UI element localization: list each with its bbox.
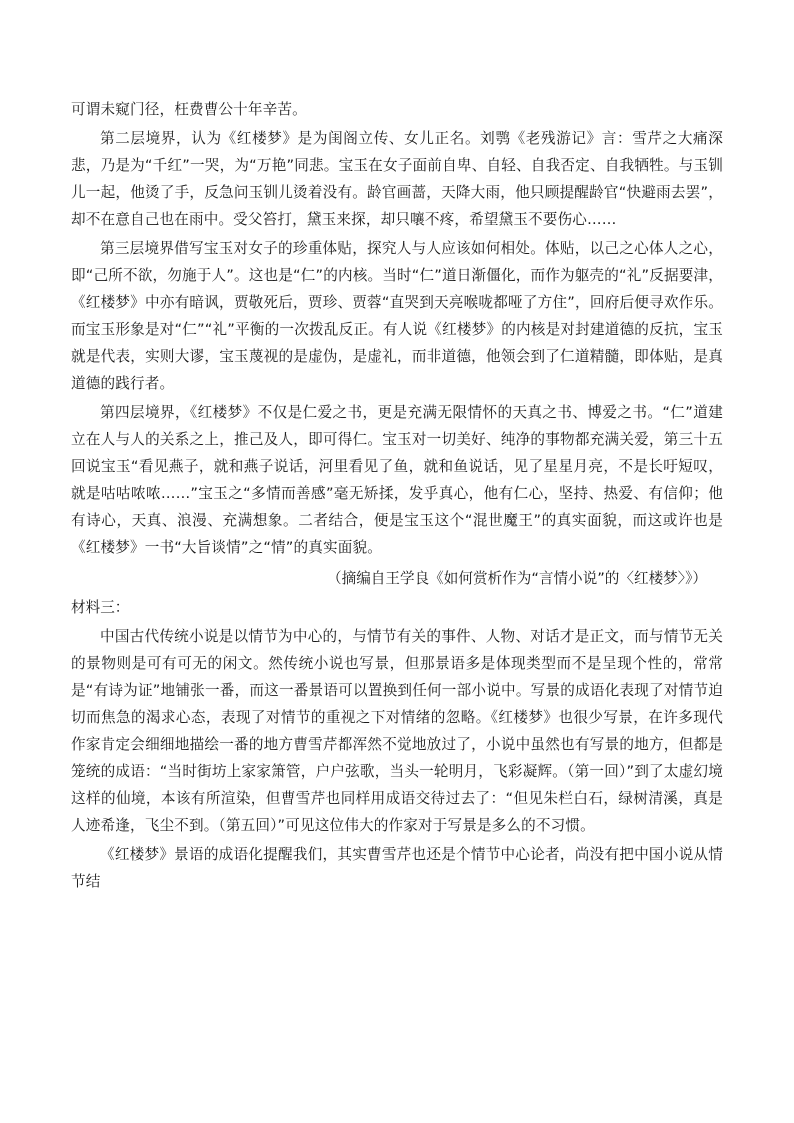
paragraph-3: 第三层境界借写宝玉对女子的珍重体贴，探究人与人应该如何相处。体贴，以己之心体人之心，即“己所不欲，勿施于人”。这也是“仁”的内核。当时“仁”道日渐僵化，而作为躯壳的“礼”反据要津，《红楼梦》中亦有暗讽，贾敬死后，贾珍、贾蓉“直哭到天亮喉咙都哑了方住”，回府后便寻欢作乐。而宝玉形象是对“仁”“礼”平衡的一次拨乱反正。有人说《红楼梦》的内核是对封建道德的反抗，宝玉就是代表，实则大谬，宝玉蔑视的是虚伪，是虚礼，而非道德，他领会到了仁道精髓，即体贴，是真道德的践行者。	[71, 240, 723, 392]
document-body	[71, 96, 723, 897]
paragraph-5: 中国古代传统小说是以情节为中心的，与情节有关的事件、人物、对话才是正文，而与情节无关的景物则是可有可无的闲文。然传统小说也写景，但那景语多是体现类型而不是呈现个性的，常常是“有诗为证”地铺张一番，而这一番景语可以置换到任何一部小说中。写景的成语化表现了对情节迫切而焦急的渴求心态，表现了对情节的重视之下对情绪的忽略。《红楼梦》也很少写景，在许多现代作家肯定会细细地描绘一番的地方曹雪芹都浑然不觉地放过了，小说中虽然也有写景的地方，但都是笼统的成语：“当时街坊上家家箫管，户户弦歌，当头一轮明月，飞彩凝辉。（第一回）”到了太虚幻境这样的仙境，本该有所渲染，但曹雪芹也同样用成语交待过去了：“但见朱栏白石，绿树清溪，真是人迹希逢，飞尘不到。（第五回）”可见这位伟大的作家对于写景是多么的不习惯。	[71, 628, 723, 834]
paragraph-4: 第四层境界，《红楼梦》不仅是仁爱之书，更是充满无限情怀的天真之书、博爱之书。“仁”道建立在人与人的关系之上，推己及人，即可得仁。宝玉对一切美好、纯净的事物都充满关爱，第三十五回说宝玉“看见燕子，就和燕子说话，河里看见了鱼，就和鱼说话，见了星星月亮，不是长吁短叹，就是咕咕哝哝……”宝玉之“多情而善感”毫无矫揉，发乎真心，他有仁心，坚持、热爱、有信仰；他有诗心，天真、浪漫、充满想象。二者结合，便是宝玉这个“混世魔王”的真实面貌，而这或许也是《红楼梦》一书“大旨谈情”之“情”的真实面貌。	[71, 404, 723, 556]
paragraph-1: 可谓未窥门径，枉费曹公十年辛苦。	[71, 101, 307, 118]
paragraph-2: 第二层境界，认为《红楼梦》是为闺阁立传、女儿正名。刘鹗《老残游记》言：雪芹之大痛深悲，乃是为“千红”一哭，为“万艳”同悲。宝玉在女子面前自卑、自轻、自我否定、自我牺牲。与玉钏儿一起，他烫了手，反急问玉钏儿烫着没有。龄官画蔷，天降大雨，他只顾提醒龄官“快避雨去罢”，却不在意自己也在雨中。受父笞打，黛玉来探，却只嚷不疼，希望黛玉不要伤心……	[71, 130, 723, 228]
paragraph-6: 《红楼梦》景语的成语化提醒我们，其实曹雪芹也还是个情节中心论者，尚没有把中国小说从情节结	[71, 846, 723, 890]
material-three-heading: 材料三：	[71, 599, 130, 616]
source-citation: （摘编自王学良《如何赏析作为“言情小说”的〈红楼梦〉》）	[327, 570, 707, 587]
